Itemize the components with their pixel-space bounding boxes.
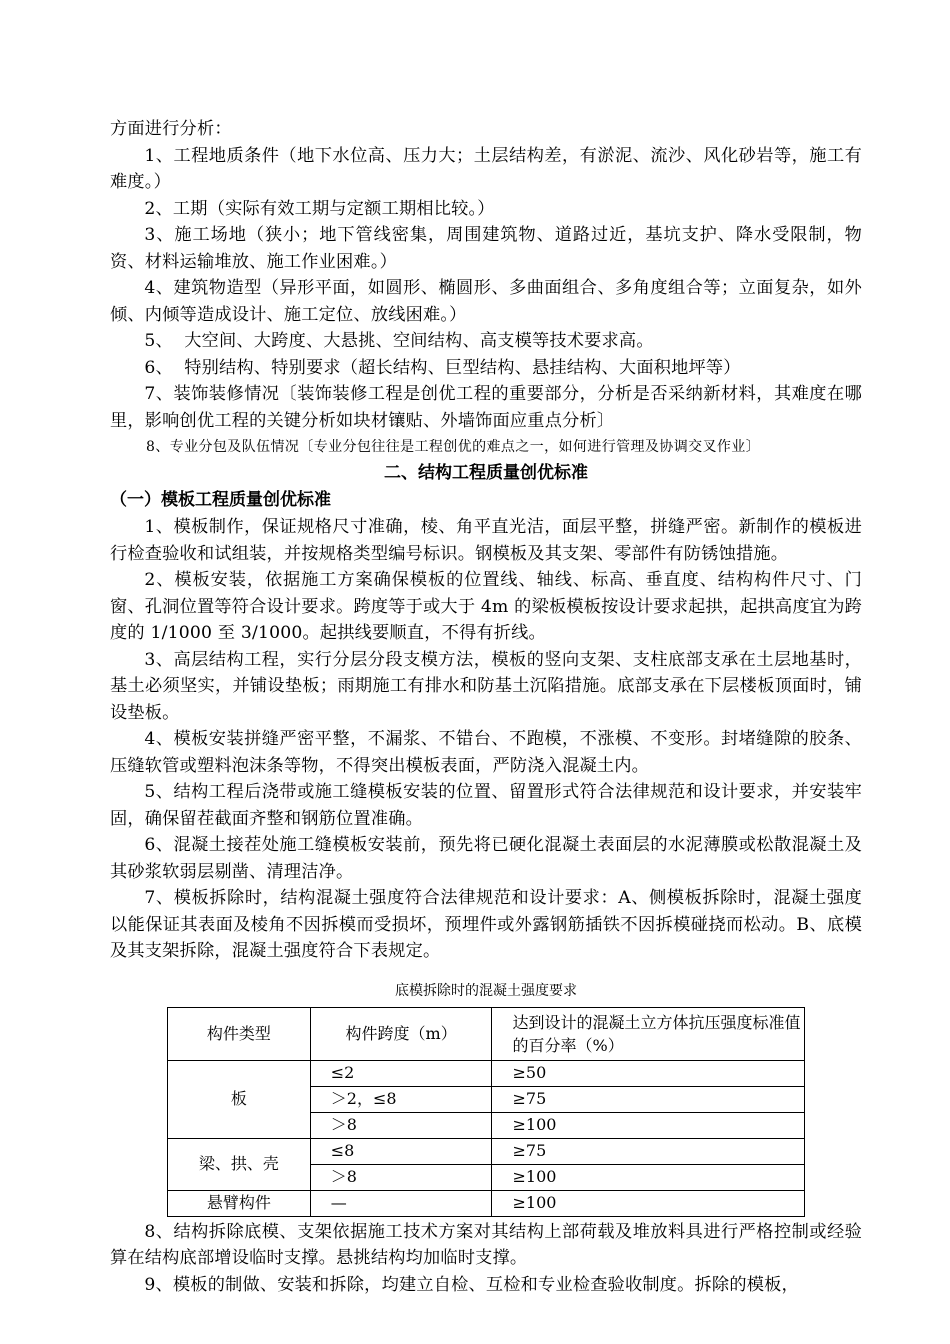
paragraph: 4、模板安装拼缝严密平整，不漏浆、不错台、不跑模，不涨模、不变形。封堵缝隙的胶条、压缝软管或塑料泡沫条等物，不得突出模板表面，严防浇入混凝土内。: [110, 729, 862, 776]
paragraph: 2、模板安装，依据施工方案确保模板的位置线、轴线、标高、垂直度、结构构件尺寸、门窗、孔洞位置等符合设计要求。跨度等于或大于 4m 的梁板模板按设计要求起拱，起拱高度宜为跨度的 1/1000 至 3/1000。起拱线要顺直，不得有折线。: [110, 570, 862, 643]
table-cell: 悬臂构件: [168, 1190, 311, 1216]
table-cell: ≥100: [492, 1112, 805, 1138]
table-header-row: [168, 1007, 805, 1060]
paragraph: 5、 大空间、大跨度、大悬挑、空间结构、高支模等技术要求高。: [144, 331, 654, 351]
table-cell: ＞2，≤8: [310, 1086, 492, 1112]
table-cell: ≥75: [492, 1086, 805, 1112]
table-cell: ≥100: [492, 1190, 805, 1216]
paragraph: 7、装饰装修情况〔装饰装修工程是创优工程的重要部分，分析是否采纳新材料，其难度在哪里，影响创优工程的关键分析如块材镶贴、外墙饰面应重点分析〕: [110, 384, 862, 431]
table-cell: ＞8: [310, 1112, 492, 1138]
table-row: [168, 1060, 805, 1086]
paragraph: 3、施工场地（狭小；地下管线密集，周围建筑物、道路过近，基坑支护、降水受限制，物资、材料运输堆放、施工作业困难。）: [110, 225, 862, 272]
table-cell: ≤2: [310, 1060, 492, 1086]
paragraph: 6、 特别结构、特别要求（超长结构、巨型结构、悬挂结构、大面积地坪等）: [144, 357, 741, 378]
paragraph: 1、工程地质条件（地下水位高、压力大；土层结构差，有淤泥、流沙、风化砂岩等，施工有难度。）: [110, 145, 862, 192]
table-cell: ≥100: [492, 1164, 805, 1190]
table-cell: 板: [168, 1060, 311, 1138]
subsection-title: （一）模板工程质量创优标准: [110, 490, 331, 510]
table-caption: 底模拆除时的混凝土强度要求: [395, 982, 577, 999]
section-title: 二、结构工程质量创优标准: [384, 463, 588, 483]
table-cell: ＞8: [310, 1164, 492, 1190]
table-header-cell: 构件类型: [168, 1007, 311, 1060]
table-header-cell: 构件跨度（m）: [310, 1007, 492, 1060]
paragraph: 方面进行分析：: [110, 119, 232, 139]
paragraph: 3、高层结构工程，实行分层分段支模方法，模板的竖向支架、支柱底部支承在土层地基时，基土必须坚实，并铺设垫板；雨期施工有排水和防基土沉陷措施。底部支承在下层楼板顶面时，铺设垫板。: [110, 649, 862, 723]
table-row: [168, 1138, 805, 1164]
table-row: [168, 1190, 805, 1216]
table-cell: 梁、拱、壳: [168, 1138, 311, 1190]
table-cell: ≥50: [492, 1060, 805, 1086]
paragraph: 9、模板的制做、安装和拆除，均建立自检、互检和专业检查验收制度。拆除的模板，: [144, 1274, 799, 1295]
paragraph: 2、工期（实际有效工期与定额工期相比较。）: [144, 198, 495, 219]
table-header-cell: 达到设计的混凝土立方体抗压强度标准值的百分率（%）: [492, 1007, 805, 1060]
document-page: [110, 116, 862, 1298]
table-cell: ≥75: [492, 1138, 805, 1164]
paragraph: 7、模板拆除时，结构混凝土强度符合法律规范和设计要求：A、侧模板拆除时，混凝土强度以能保证其表面及棱角不因拆模而受损坏，预埋件或外露钢筋插铁不因拆模碰挠而松动。B、底模及其支架拆除，混凝土强度符合下表规定。: [110, 888, 862, 961]
paragraph: 4、建筑物造型（异形平面，如圆形、椭圆形、多曲面组合、多角度组合等；立面复杂，如外倾、内倾等造成设计、施工定位、放线困难。）: [110, 278, 862, 325]
paragraph: 5、结构工程后浇带或施工缝模板安装的位置、留置形式符合法律规范和设计要求，并安装牢固，确保留茬截面齐整和钢筋位置准确。: [110, 782, 862, 829]
strength-table: [167, 1007, 805, 1217]
table-cell: ≤8: [310, 1138, 492, 1164]
table-cell: —: [310, 1190, 492, 1216]
paragraph: 1、模板制作，保证规格尺寸准确，棱、角平直光洁，面层平整，拼缝严密。新制作的模板进行检查验收和试组装，并按规格类型编号标识。钢模板及其支架、零部件有防锈蚀措施。: [110, 517, 862, 564]
paragraph: 6、混凝土接茬处施工缝模板安装前，预先将已硬化混凝土表面层的水泥薄膜或松散混凝土及其砂浆软弱层剔凿、清理洁净。: [110, 835, 862, 882]
paragraph: 8、结构拆除底模、支架依据施工技术方案对其结构上部荷载及堆放料具进行严格控制或经验算在结构底部增设临时支撑。悬挑结构均加临时支撑。: [110, 1221, 862, 1268]
paragraph-small: 8、专业分包及队伍情况〔专业分包往往是工程创优的难点之一，如何进行管理及协调交叉作业〕: [146, 439, 761, 455]
